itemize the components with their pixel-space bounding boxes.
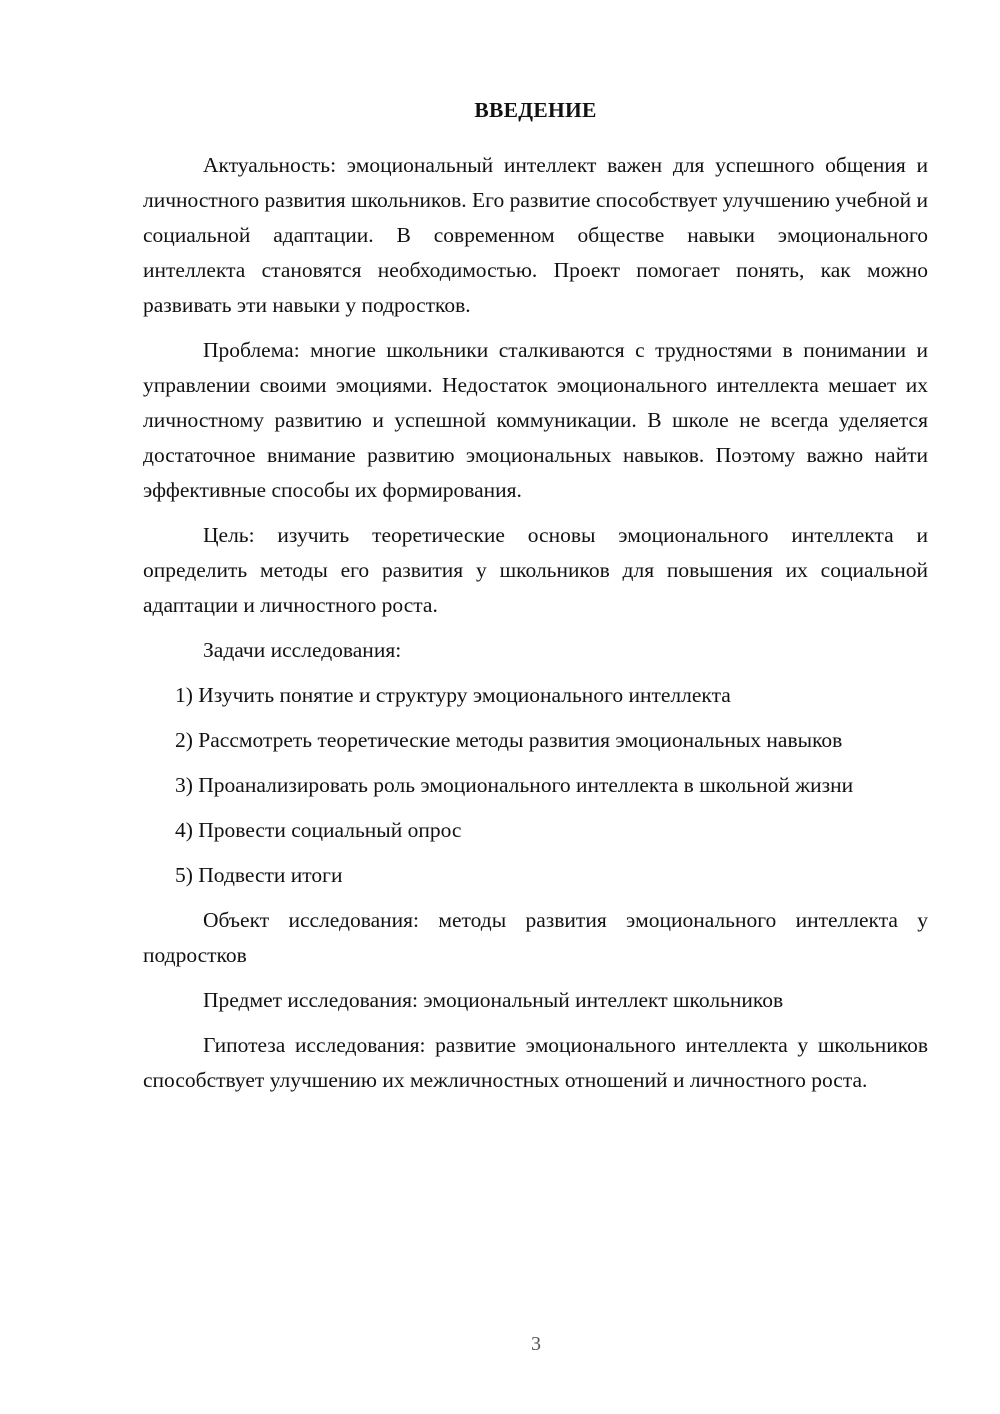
task-item-5: 5) Подвести итоги	[175, 863, 343, 887]
task-item-3: 3) Проанализировать роль эмоционального интеллекта в школьной жизни	[175, 773, 854, 797]
paragraph-object: Объект исследования: методы развития эмоционального интеллекта у подростков	[143, 908, 928, 967]
task-item-2: 2) Рассмотреть теоретические методы развития эмоциональных навыков	[175, 728, 843, 752]
page-number: 3	[531, 1333, 541, 1355]
paragraph-problem: Проблема: многие школьники сталкиваются с трудностями в понимании и управлении своими эмоциями. Недостаток эмоционального интеллекта мешает их личностному развитию и успешной коммуникации. В школе не всегда уделяется достаточное внимание развитию эмоциональных навыков. Поэтому важно найти эффективные способы их формирования.	[143, 338, 928, 502]
paragraph-tasks-heading: Задачи исследования:	[203, 638, 402, 662]
task-item-1: 1) Изучить понятие и структуру эмоционального интеллекта	[175, 683, 731, 707]
paragraph-hypothesis: Гипотеза исследования: развитие эмоционального интеллекта у школьников способствует улучшению их межличностных отношений и личностного роста.	[143, 1033, 928, 1092]
section-title: ВВЕДЕНИЕ	[474, 98, 597, 122]
paragraph-relevance: Актуальность: эмоциональный интеллект важен для успешного общения и личностного развития школьников. Его развитие способствует улучшению учебной и социальной адаптации. В современном обществе навыки эмоционального интеллекта становятся необходимостью. Проект помогает понять, как можно развивать эти навыки у подростков.	[143, 153, 928, 317]
paragraph-goal: Цель: изучить теоретические основы эмоционального интеллекта и определить методы его развития у школьников для повышения их социальной адаптации и личностного роста.	[143, 523, 928, 617]
task-item-4: 4) Провести социальный опрос	[175, 818, 462, 842]
paragraph-subject: Предмет исследования: эмоциональный интеллект школьников	[203, 988, 784, 1012]
page-content	[143, 93, 928, 1108]
